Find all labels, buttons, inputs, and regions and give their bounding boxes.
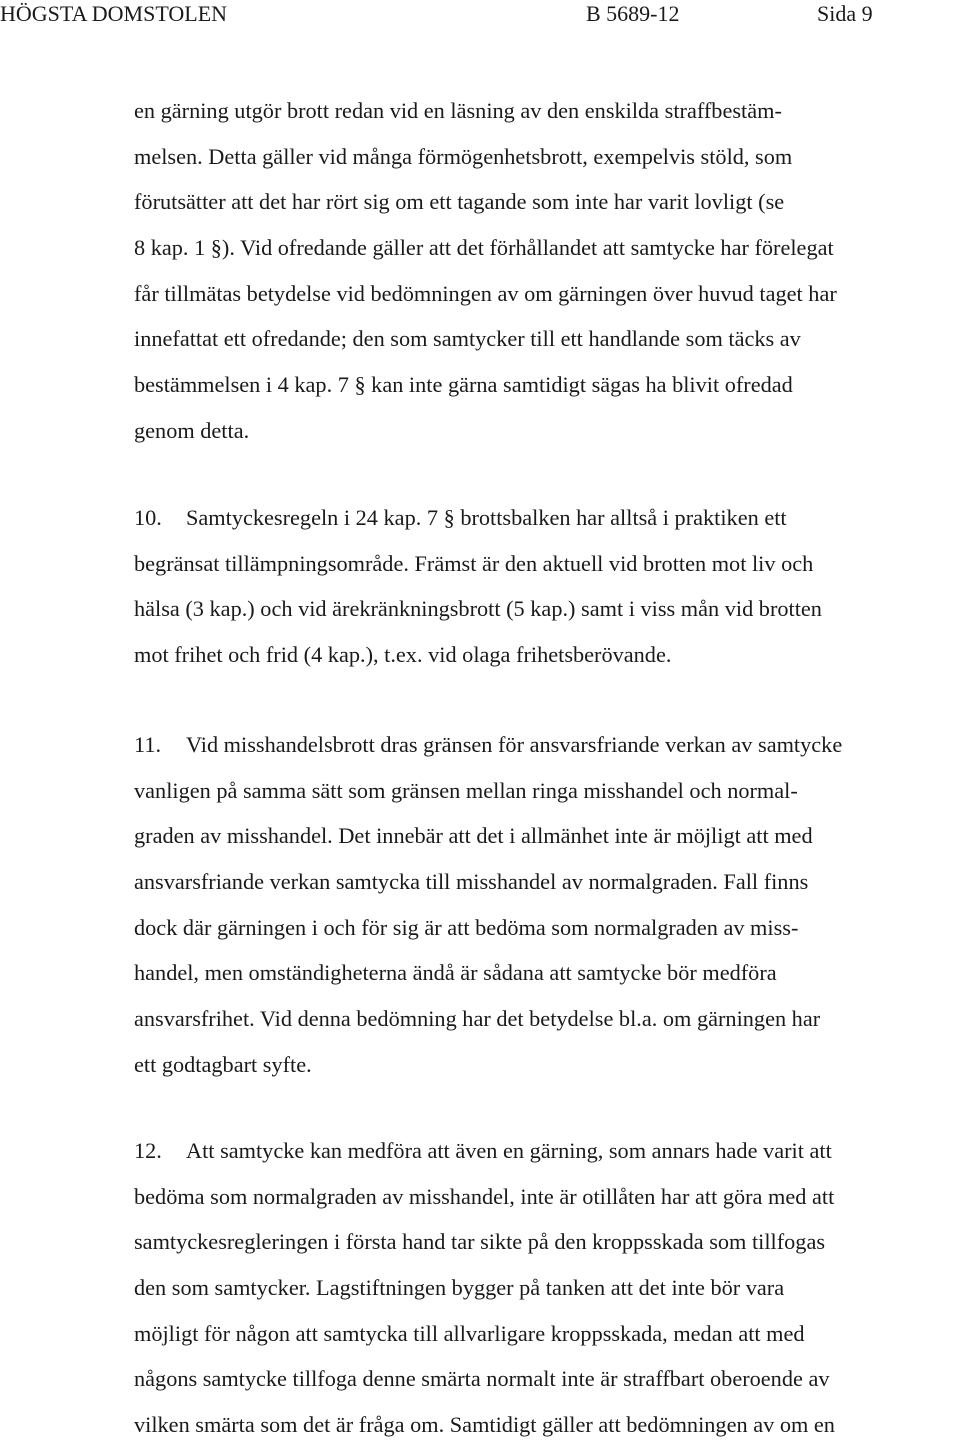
text-line [134,495,960,541]
text-line [134,1128,960,1174]
text-line: innefattat ett ofredande; den som samtycker till ett handlande som täcks av [134,326,801,352]
paragraph-number: 10. [134,505,162,530]
text-line: genom detta. [134,417,250,443]
paragraph-12 [134,1128,960,1448]
paragraph-number: 11. [134,732,162,757]
paragraph-number: 12. [134,1138,162,1163]
text-line: bedöma som normalgraden av misshandel, inte är otillåten har att göra med att [134,1183,835,1209]
case-number: B 5689-12 [586,1,680,26]
text-line: handel, men omständigheterna ändå är sådana att samtycke bör medföra [134,960,777,986]
text-line: vanligen på samma sätt som gränsen mellan ringa misshandel och normal- [134,777,798,803]
text-line: melsen. Detta gäller vid många förmögenhetsbrott, exempelvis stöld, som [134,143,793,169]
text-line: vilken smärta som det är fråga om. Samtidigt gäller att bedömningen av om en [134,1412,835,1438]
page-header [0,0,960,30]
paragraph-10 [134,495,960,678]
text-line: någons samtycke tillfoga denne smärta normalt inte är straffbart oberoende av [134,1366,830,1392]
text-line: ansvarsfrihet. Vid denna bedömning har det betydelse bl.a. om gärningen har [134,1006,821,1032]
paragraph-first-line: Vid misshandelsbrott dras gränsen för ansvarsfriande verkan av samtycke [186,732,843,757]
text-line: en gärning utgör brott redan vid en läsning av den enskilda straffbestäm- [134,98,782,123]
paragraph-11 [134,722,960,1088]
text-line: 8 kap. 1 §). Vid ofredande gäller att det förhållandet att samtycke har förelegat [134,235,834,261]
text-line: förutsätter att det har rört sig om ett tagande som inte har varit lovligt (se [134,189,785,215]
text-line: mot frihet och frid (4 kap.), t.ex. vid olaga frihetsberövande. [134,642,672,668]
page-number: Sida 9 [817,1,873,26]
paragraph-first-line: Samtyckesregeln i 24 kap. 7 § brottsbalken har alltså i praktiken ett [186,505,787,530]
text-line: ansvarsfriande verkan samtycka till misshandel av normalgraden. Fall finns [134,869,809,895]
text-line: möjligt för någon att samtycka till allvarligare kroppsskada, medan att med [134,1320,805,1346]
text-line: bestämmelsen i 4 kap. 7 § kan inte gärna samtidigt sägas ha blivit ofredad [134,372,793,398]
paragraph-continued [134,88,960,454]
text-line: den som samtycker. Lagstiftningen bygger på tanken att det inte bör vara [134,1275,785,1301]
text-line: får tillmätas betydelse vid bedömningen av om gärningen över huvud taget har [134,280,837,306]
text-line [134,722,960,768]
text-line: begränsat tillämpningsområde. Främst är den aktuell vid brotten mot liv och [134,550,814,576]
text-line: dock där gärningen i och för sig är att bedöma som normalgraden av miss- [134,914,799,940]
text-line: graden av misshandel. Det innebär att det i allmänhet inte är möjligt att med [134,823,813,849]
text-line: hälsa (3 kap.) och vid ärekränkningsbrott (5 kap.) samt i viss mån vid brotten [134,596,822,622]
paragraph-first-line: Att samtycke kan medföra att även en gärning, som annars hade varit att [186,1138,832,1163]
text-line: ett godtagbart syfte. [134,1051,312,1077]
text-line: samtyckesregleringen i första hand tar sikte på den kroppsskada som tillfogas [134,1229,826,1255]
court-name: HÖGSTA DOMSTOLEN [0,1,228,26]
